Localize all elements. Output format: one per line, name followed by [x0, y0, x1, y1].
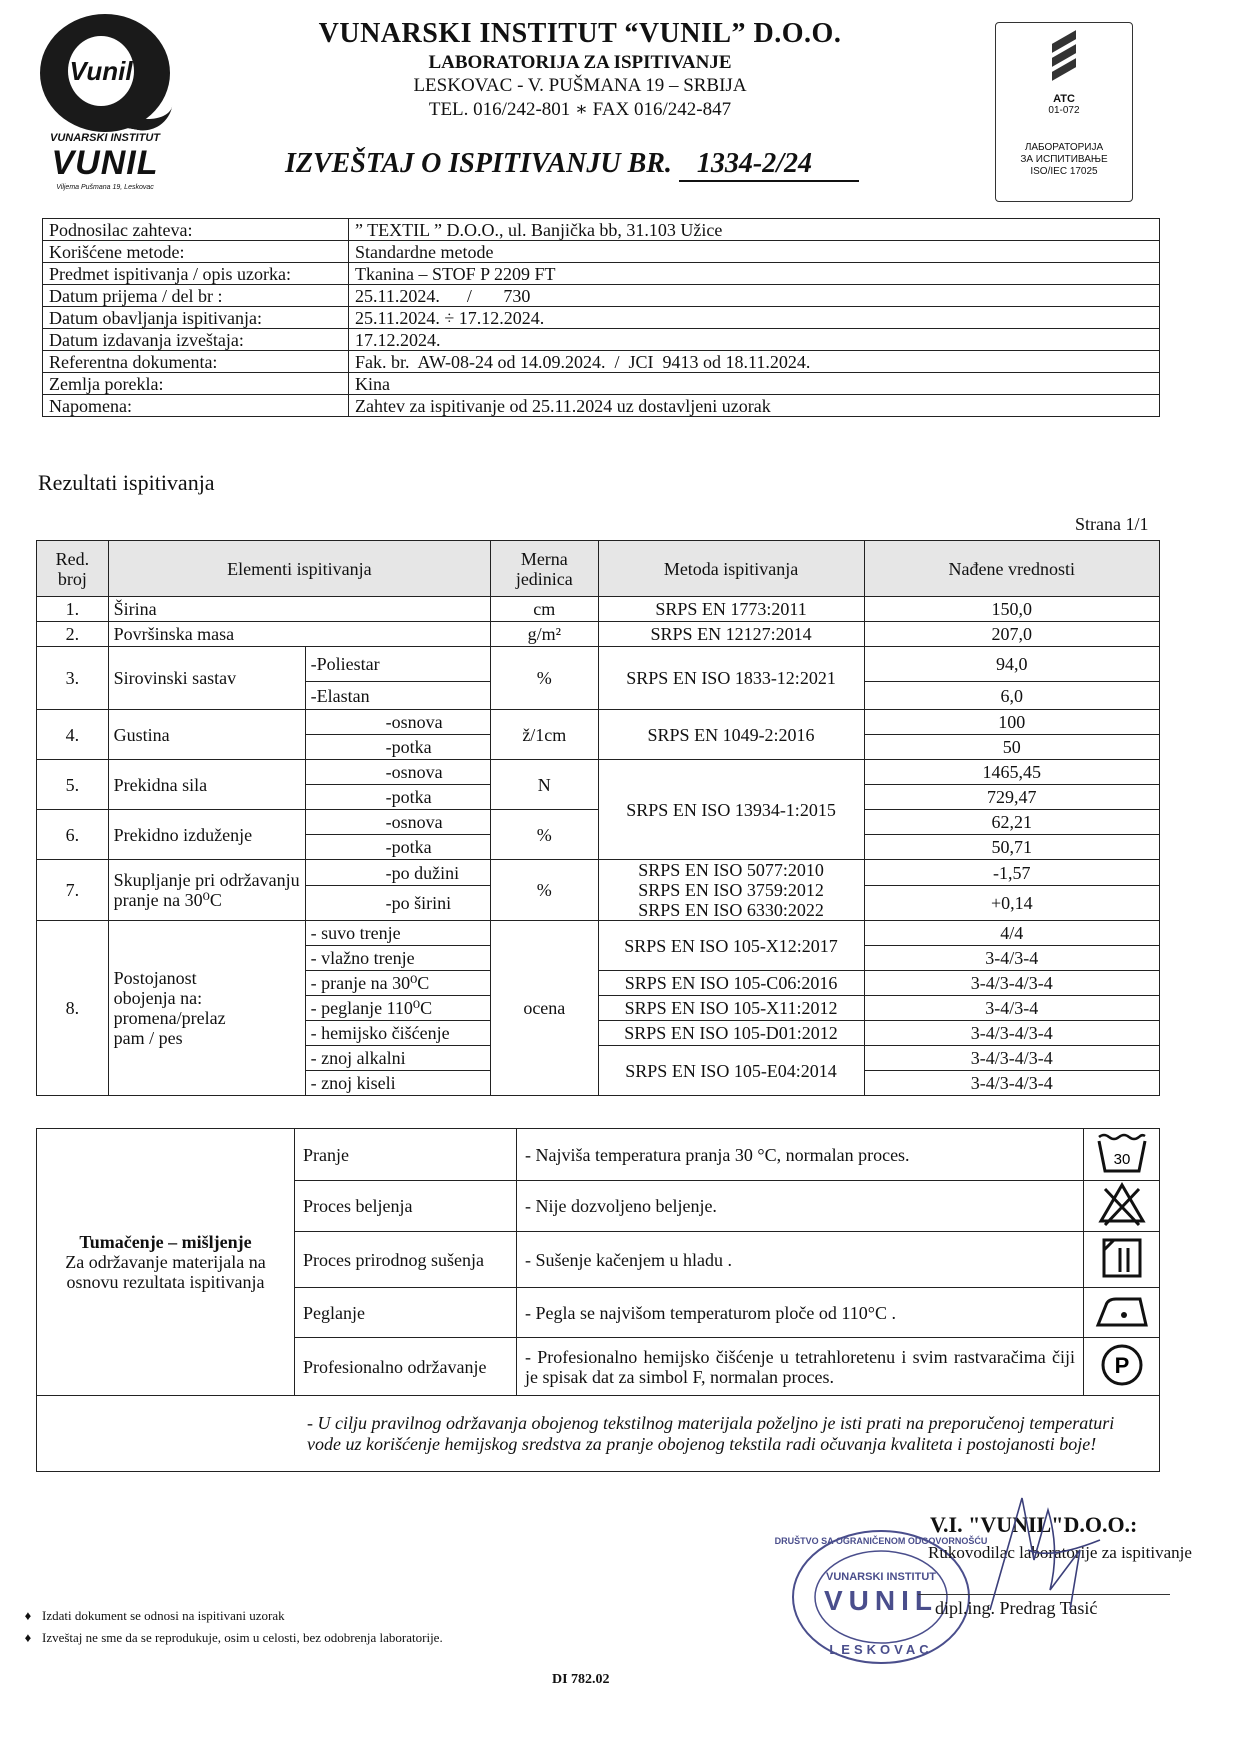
- care-row: Profesionalno održavanje - Profesionalno hemijsko čišćenje u tetrahloretenu i svim rastvaračima čiji je spisak dat za simbol F, normalan proces. P: [37, 1338, 1160, 1396]
- care-row: Peglanje - Pegla se najvišom temperaturom ploče od 110°C .: [37, 1288, 1160, 1338]
- page-number: Strana 1/1: [1075, 514, 1149, 534]
- report-title: [285, 148, 859, 182]
- company-logo: Vunil VUNARSKI INSTITUT VUNIL Viljema Pušmana 19, Leskovac: [30, 14, 180, 184]
- results-table: [36, 540, 1160, 1096]
- signature-company: V.I. "VUNIL"D.O.O.:: [930, 1512, 1138, 1537]
- table-row: - znoj kiseli 3-4/3-4/3-4: [37, 1071, 1160, 1096]
- info-row: Referentna dokumenta: Fak. br. AW-08-24 od 14.09.2024. / JCI 9413 od 18.11.2024.: [43, 351, 1160, 373]
- col-header-method: Metoda ispitivanja: [598, 541, 864, 597]
- signature-name: dipl.ing. Predrag Tasić: [935, 1598, 1098, 1618]
- drip-dry-shade-icon: [1084, 1232, 1160, 1288]
- info-row: Datum izdavanja izveštaja: 17.12.2024.: [43, 329, 1160, 351]
- table-row: - vlažno trenje 3-4/3-4: [37, 946, 1160, 971]
- col-header-element: Elementi ispitivanja: [108, 541, 490, 597]
- accreditation-badge: ATC 01-072 ЛАБОРАТОРИЈА ЗА ИСПИТИВАЊЕ ISO/IEC 17025: [995, 22, 1133, 202]
- bullet-icon: ♦: [24, 1608, 32, 1623]
- logo-line-2: VUNIL: [51, 144, 159, 182]
- table-row: 5. Prekidna sila -osnova N SRPS EN ISO 13934-1:2015 1465,45: [37, 760, 1160, 785]
- footnote: ♦ Izdati dokument se odnosi na ispitivani uzorak: [14, 1605, 654, 1627]
- col-header-no: Red. broj: [37, 541, 109, 597]
- svg-text:30: 30: [1113, 1150, 1130, 1168]
- request-info-table: [42, 218, 1160, 417]
- table-row: 7. Skupljanje pri održavanju pranje na 30⁰C -po dužini % SRPS EN ISO 5077:2010 SRPS EN ISO 3759:2012 SRPS EN ISO 6330:2022 -1,57: [37, 860, 1160, 886]
- logo-line-1: VUNARSKI INSTITUT: [50, 132, 160, 144]
- table-row: 1. Širina cm SRPS EN 1773:2011 150,0: [37, 597, 1160, 622]
- atc-logo-icon: [1044, 33, 1084, 91]
- no-bleach-icon: [1084, 1181, 1160, 1232]
- table-row: - pranje na 30⁰C SRPS EN ISO 105-C06:2016 3-4/3-4/3-4: [37, 971, 1160, 996]
- care-note-row: [37, 1396, 1160, 1472]
- iron-low-icon: [1084, 1288, 1160, 1338]
- table-row: 2. Površinska masa g/m² SRPS EN 12127:2014 207,0: [37, 622, 1160, 647]
- table-row: -po širini +0,14: [37, 886, 1160, 921]
- table-row: 8. Postojanost obojenja na: promena/prelaz pam / pes - suvo trenje ocena SRPS EN ISO 105-X12:2017 4/4: [37, 921, 1160, 946]
- results-title: Rezultati ispitivanja: [38, 470, 215, 495]
- institute-header: [200, 18, 960, 121]
- footnotes: [14, 1605, 654, 1649]
- table-row: -Elastan 6,0: [37, 682, 1160, 710]
- handwritten-signature: [930, 1490, 1110, 1620]
- signature-role: Rukovodilac laboratorije za ispitivanje: [928, 1543, 1192, 1562]
- care-row: Proces prirodnog sušenja - Sušenje kačenjem u hladu .: [37, 1232, 1160, 1288]
- table-row: - peglanje 110⁰C SRPS EN ISO 105-X11:2012 3-4/3-4: [37, 996, 1160, 1021]
- lab-name: LABORATORIJA ZA ISPITIVANJE: [428, 52, 732, 73]
- logo-line-3: Viljema Pušmana 19, Leskovac: [56, 184, 154, 191]
- table-row: 4. Gustina -osnova ž/1cm SRPS EN 1049-2:2016 100: [37, 710, 1160, 735]
- table-row: 3. Sirovinski sastav -Poliestar % SRPS EN ISO 1833-12:2021 94,0: [37, 647, 1160, 682]
- info-row: Podnosilac zahteva: ” TEXTIL ” D.O.O., ul. Banjička bb, 31.103 Užice: [43, 219, 1160, 241]
- institute-name: VUNARSKI INSTITUT “VUNIL” D.O.O.: [318, 18, 842, 49]
- wash-30-icon: [1084, 1129, 1160, 1181]
- interpretation-heading: Tumačenje – mišljenje Za održavanje materijala na osnovu rezultata ispitivanja: [37, 1129, 295, 1396]
- care-row: Proces beljenja - Nije dozvoljeno beljenje.: [37, 1181, 1160, 1232]
- care-note: - U cilju pravilnog održavanja obojenog tekstilnog materijala poželjno je isti prati na preporučenoj temperaturi vode uz korišćenje hemijskog sredstva za pranje obojenog tekstila radi očuvanja kvaliteta i postojanosti boje!: [307, 1412, 1115, 1454]
- col-header-value: Nađene vrednosti: [864, 541, 1159, 597]
- info-row: Zemlja porekla: Kina: [43, 373, 1160, 395]
- info-row: Datum prijema / del br : 25.11.2024. / 730: [43, 285, 1160, 307]
- footnote: ♦ Izveštaj ne sme da se reprodukuje, osim u celosti, bez odobrenja laboratorije.: [14, 1627, 654, 1649]
- report-number: 1334-2/24: [679, 148, 859, 182]
- care-row: Tumačenje – mišljenje Za održavanje materijala na osnovu rezultata ispitivanja Pranje - Najviša temperatura pranja 30 °C, normalan proces. 30: [37, 1129, 1160, 1181]
- info-row: Datum obavljanja ispitivanja: 25.11.2024. ÷ 17.12.2024.: [43, 307, 1160, 329]
- document-id: DI 782.02: [552, 1672, 610, 1687]
- svg-text:VUNIL: VUNIL: [824, 1585, 938, 1616]
- svg-text:LESKOVAC: LESKOVAC: [829, 1642, 933, 1657]
- interpretation-table: [36, 1128, 1160, 1472]
- table-row: - znoj alkalni SRPS EN ISO 105-E04:2014 3-4/3-4/3-4: [37, 1046, 1160, 1071]
- bullet-icon: ♦: [24, 1630, 32, 1645]
- report-label: IZVEŠTAJ O ISPITIVANJU BR.: [285, 148, 672, 179]
- dry-clean-p-icon: [1084, 1338, 1160, 1396]
- table-row: -potka 50,71: [37, 835, 1160, 860]
- table-row: 6. Prekidno izduženje -osnova % 62,21: [37, 810, 1160, 835]
- table-row: - hemijsko čišćenje SRPS EN ISO 105-D01:2012 3-4/3-4/3-4: [37, 1021, 1160, 1046]
- info-row: Predmet ispitivanja / opis uzorka: Tkanina – STOF P 2209 FT: [43, 263, 1160, 285]
- col-header-unit: Merna jedinica: [491, 541, 599, 597]
- phone-fax: TEL. 016/242-801 ∗ FAX 016/242-847: [428, 99, 732, 120]
- svg-text:DRUŠTVO SA OGRANIČENOM ODGOVOR: DRUŠTVO SA OGRANIČENOM ODGOVORNOŠĆU: [774, 1536, 988, 1546]
- results-header-row: [37, 541, 1160, 597]
- info-row: Napomena: Zahtev za ispitivanje od 25.11.2024 uz dostavljeni uzorak: [43, 395, 1160, 417]
- svg-text:P: P: [1114, 1352, 1129, 1378]
- svg-text:VUNARSKI INSTITUT: VUNARSKI INSTITUT: [826, 1571, 936, 1583]
- address: LESKOVAC - V. PUŠMANA 19 – SRBIJA: [413, 75, 747, 96]
- info-row: Korišćene metode: Standardne metode: [43, 241, 1160, 263]
- table-row: -potka 50: [37, 735, 1160, 760]
- table-row: -potka 729,47: [37, 785, 1160, 810]
